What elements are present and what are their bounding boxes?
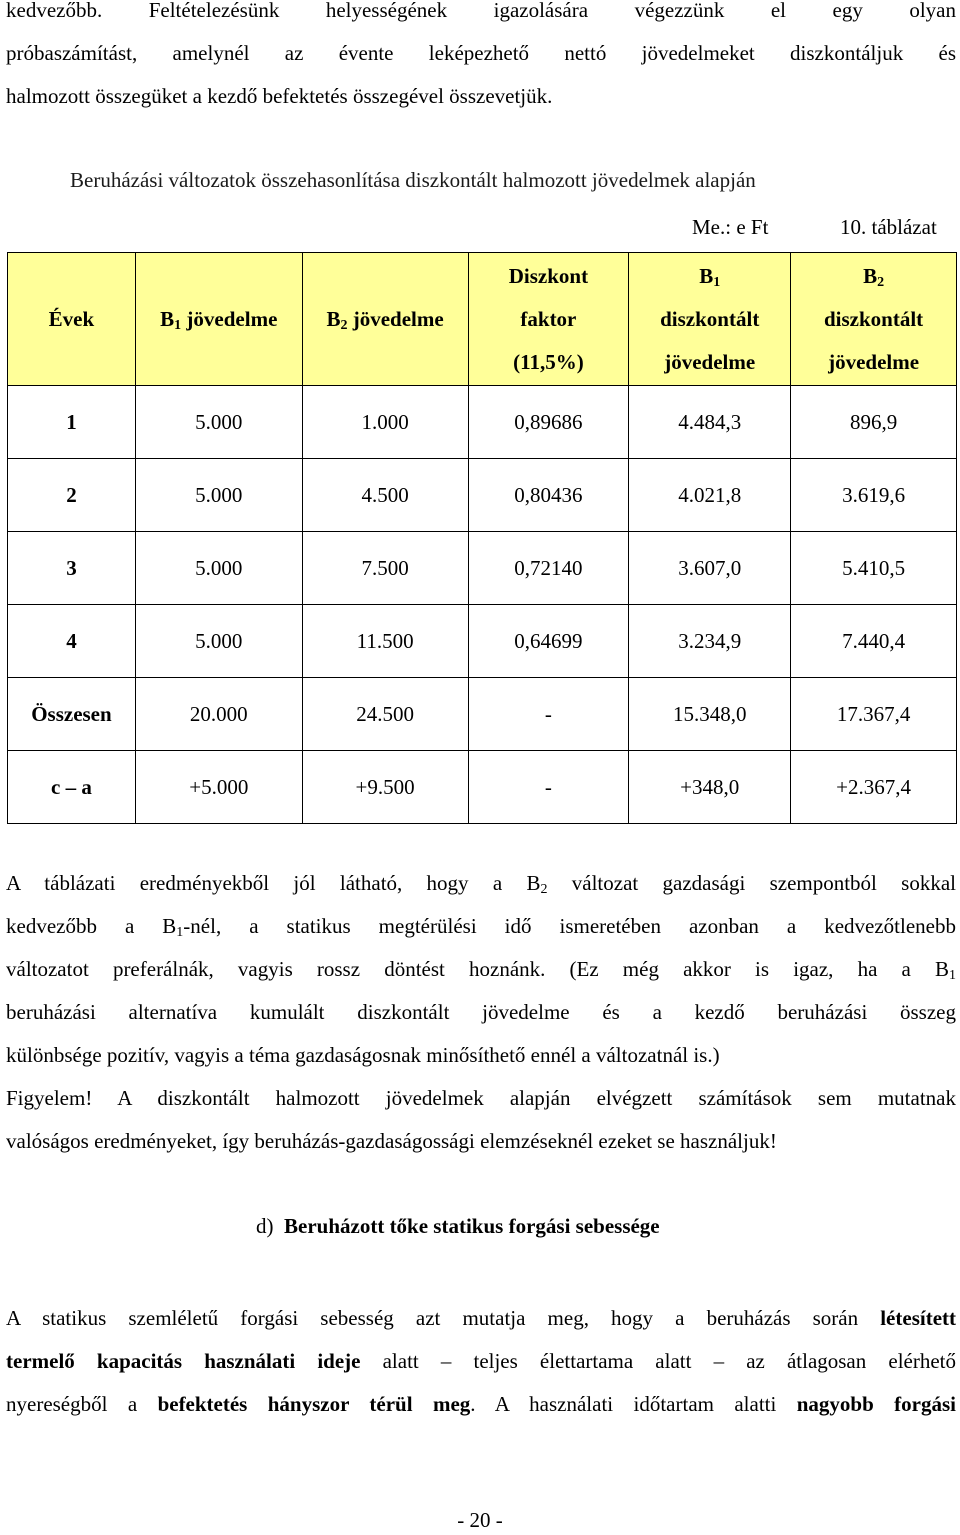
table-row-difference — [8, 751, 957, 824]
section-marker: d) — [256, 1214, 274, 1238]
cell-b2-discounted: 3.619,6 — [791, 459, 957, 532]
header-b2-income: $B_2$ jövedelme — [302, 253, 468, 386]
cell-b2: 1.000 — [302, 386, 468, 459]
cell-b1-discounted: 3.607,0 — [629, 532, 791, 605]
table-header-row — [8, 253, 957, 386]
cell-b1: 5.000 — [135, 605, 302, 678]
header-b1-discounted: $B_1$ diszkontált jövedelme — [629, 253, 791, 386]
cell-b2: 4.500 — [302, 459, 468, 532]
intro-paragraph — [6, 0, 956, 118]
header-b1-income: $B_1$ jövedelme — [135, 253, 302, 386]
cell-year: 2 — [8, 459, 136, 532]
cell-factor: 0,89686 — [468, 386, 629, 459]
cell-factor: 0,64699 — [468, 605, 629, 678]
cell-b2: 11.500 — [302, 605, 468, 678]
cell-b2: 7.500 — [302, 532, 468, 605]
cell-year: Összesen — [8, 678, 136, 751]
section-paragraph — [6, 1297, 956, 1426]
cell-year: 4 — [8, 605, 136, 678]
cell-b1-discounted: 15.348,0 — [629, 678, 791, 751]
section-line: termelő kapacitás használati ideje alatt – teljes élettartama alatt – az átlagosan elérhető — [6, 1349, 956, 1373]
table-row-total — [8, 678, 957, 751]
table-row — [8, 459, 957, 532]
section-heading — [256, 1214, 660, 1239]
result-paragraph — [6, 862, 956, 1163]
cell-b2-discounted: 896,9 — [791, 386, 957, 459]
cell-b1: 5.000 — [135, 386, 302, 459]
section-title: Beruházott tőke statikus forgási sebessége — [284, 1214, 660, 1238]
cell-b2: 24.500 — [302, 678, 468, 751]
page-number: - 20 - — [457, 1508, 503, 1532]
table-number: 10. táblázat — [840, 215, 937, 239]
cell-b1-discounted: 4.484,3 — [629, 386, 791, 459]
cell-year: 3 — [8, 532, 136, 605]
result-line: különbsége pozitív, vagyis a téma gazdaságosnak minősíthető ennél a változatnál is.) — [6, 1043, 720, 1067]
cell-b2: +9.500 — [302, 751, 468, 824]
result-line: valóságos eredményeket, így beruházás-gazdaságossági elemzéseknél ezeket se használjuk! — [6, 1129, 777, 1153]
cell-year: c – a — [8, 751, 136, 824]
cell-b1: 5.000 — [135, 459, 302, 532]
intro-line: próbaszámítást, amelynél az évente leképezhető nettó jövedelmeket diszkontáljuk és — [6, 41, 956, 65]
result-line: A táblázati eredményekből jól látható, hogy a $B_2$ változat gazdasági szempontból sokkal — [6, 871, 957, 897]
cell-b2-discounted: +2.367,4 — [791, 751, 957, 824]
cell-factor: - — [468, 751, 629, 824]
cell-b1-discounted: +348,0 — [629, 751, 791, 824]
cell-b2-discounted: 5.410,5 — [791, 532, 957, 605]
cell-b1-discounted: 3.234,9 — [629, 605, 791, 678]
cell-b1: +5.000 — [135, 751, 302, 824]
table-row — [8, 605, 957, 678]
header-years: Évek — [8, 253, 136, 386]
result-line: Figyelem! A diszkontált halmozott jövedelmek alapján elvégzett számítások sem mutatnak — [6, 1086, 956, 1110]
header-b2-discounted: $B_2$ diszkontált jövedelme — [791, 253, 957, 386]
cell-b2-discounted: 17.367,4 — [791, 678, 957, 751]
table-row — [8, 532, 957, 605]
cell-b1-discounted: 4.021,8 — [629, 459, 791, 532]
result-line: változatot preferálnák, vagyis rossz döntést hoznánk. (Ez még akkor is igaz, ha a $B_1$ — [6, 957, 956, 983]
section-line: nyereségből a befektetés hányszor térül meg. A használati időtartam alatti nagyobb forgási — [6, 1392, 956, 1416]
cell-factor: 0,72140 — [468, 532, 629, 605]
result-line: beruházási alternatíva kumulált diszkontált jövedelme és a kezdő beruházási összeg — [6, 1000, 956, 1024]
unit-label: Me.: e Ft — [692, 215, 769, 239]
result-line: kedvezőbb a $B_1$-nél, a statikus megtérülési idő ismeretében azonban a kedvezőtlenebb — [6, 914, 956, 940]
table-row — [8, 386, 957, 459]
cell-b2-discounted: 7.440,4 — [791, 605, 957, 678]
cell-factor: 0,80436 — [468, 459, 629, 532]
cell-year: 1 — [8, 386, 136, 459]
header-discount-factor: Diszkont faktor (11,5%) — [468, 253, 629, 386]
cell-b1: 5.000 — [135, 532, 302, 605]
cell-factor: - — [468, 678, 629, 751]
section-line: A statikus szemléletű forgási sebesség azt mutatja meg, hogy a beruházás során létesített — [6, 1306, 956, 1330]
comparison-table — [7, 252, 957, 824]
intro-line: halmozott összegüket a kezdő befektetés összegével összevetjük. — [6, 84, 553, 108]
intro-line: kedvezőbb. Feltételezésünk helyességének igazolására végezzünk el egy olyan — [6, 0, 956, 22]
cell-b1: 20.000 — [135, 678, 302, 751]
table-caption: Beruházási változatok összehasonlítása diszkontált halmozott jövedelmek alapján — [70, 168, 756, 192]
